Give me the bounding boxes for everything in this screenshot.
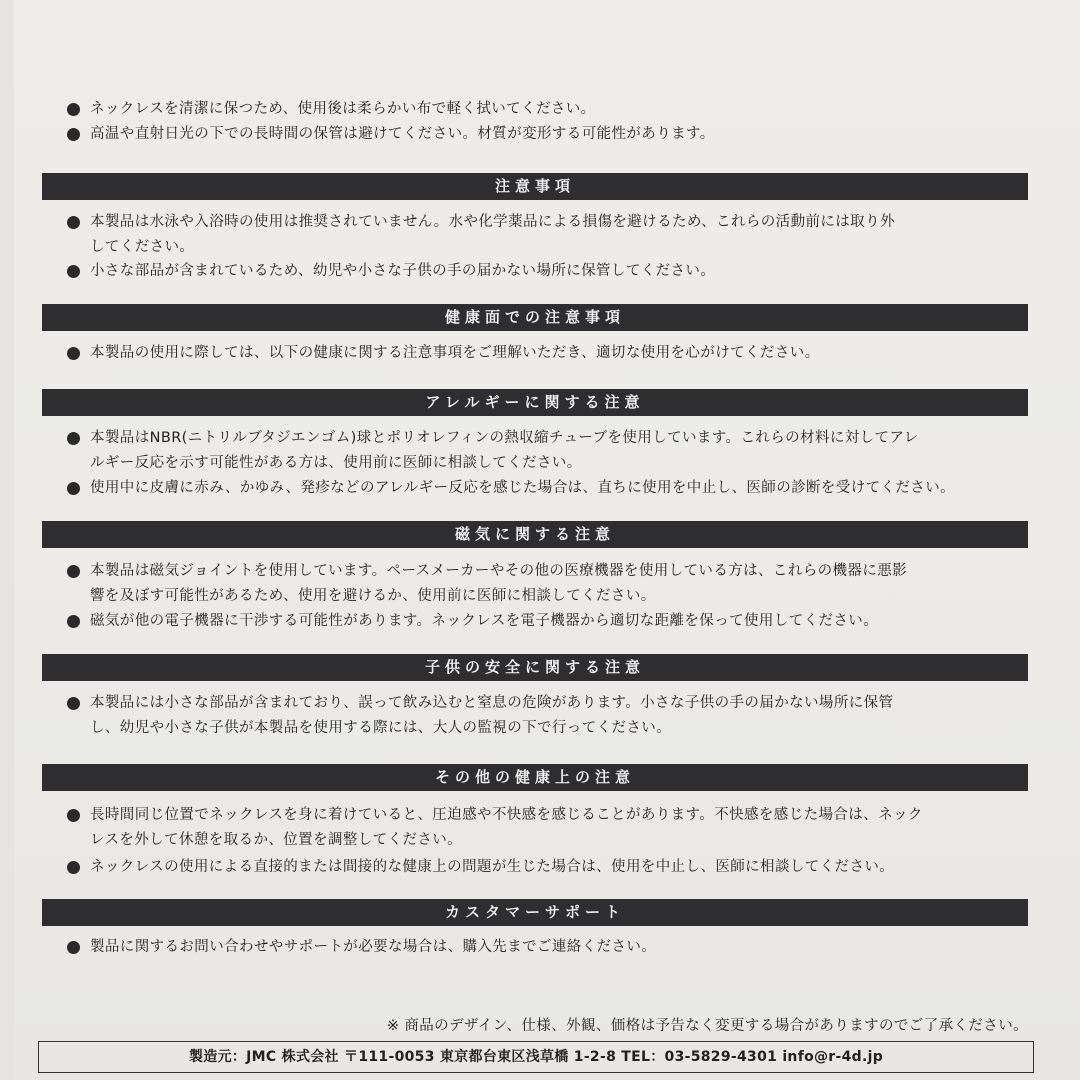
bullet-text: 本製品には小さな部品が含まれており、誤って飲み込むと窒息の危険があります。小さな子供の手の届かない場所に保管 — [90, 695, 894, 711]
bullet-text: 響を及ぼす可能性があるため、使用を避けるか、使用前に医師に相談してください。 — [90, 588, 656, 604]
child-safety-bullet — [64, 691, 1022, 741]
bullet-icon — [67, 809, 80, 822]
section-heading-other-health: その他の健康上の注意 — [42, 764, 1028, 791]
bullet-icon — [67, 347, 80, 360]
bullet-text: レスを外して休憩を取るか、位置を調整してください。 — [90, 832, 463, 848]
caution-bullet — [64, 210, 1022, 260]
section-heading-caution: 注意事項 — [42, 173, 1028, 200]
bullet-text: 磁気が他の電子機器に干渉する可能性があります。ネックレスを電子機器から適切な距離を保って使用してください。 — [90, 613, 879, 629]
bullet-icon — [67, 941, 80, 954]
section-heading-allergy: アレルギーに関する注意 — [42, 389, 1028, 416]
bullet-icon — [67, 265, 80, 278]
other-health-bullet — [64, 803, 1022, 853]
intro-bullet — [64, 122, 1022, 147]
bullet-text: ネックレスの使用による直接的または間接的な健康上の問題が生じた場合は、使用を中止し、医師に相談してください。 — [90, 859, 895, 875]
bullet-text: 本製品はNBR(ニトリルブタジエンゴム)球とポリオレフィンの熱収縮チューブを使用しています。これらの材料に対してアレ — [90, 430, 919, 446]
health-bullet — [64, 341, 1022, 366]
section-heading-health: 健康面での注意事項 — [42, 304, 1028, 331]
manual-page — [14, 0, 1080, 1080]
bullet-icon — [67, 615, 80, 628]
bullet-text: 本製品は水泳や入浴時の使用は推奨されていません。水や化学薬品による損傷を避けるため、これらの活動前には取り外 — [90, 214, 895, 230]
allergy-bullet — [64, 426, 1022, 476]
bullet-text: ルギー反応を示す可能性がある方は、使用前に医師に相談してください。 — [90, 455, 582, 471]
section-heading-support: カスタマーサポート — [42, 899, 1028, 926]
section-heading-magnet: 磁気に関する注意 — [42, 521, 1028, 548]
support-bullet — [64, 935, 1022, 960]
manufacturer-footer: 製造元：JMC 株式会社 〒111-0053 東京都台東区浅草橋 1-2-8 TEL：03-5829-4301 info@r-4d.jp — [38, 1041, 1034, 1073]
magnet-bullet — [64, 559, 1022, 609]
bullet-icon — [67, 432, 80, 445]
allergy-bullet — [64, 476, 1022, 501]
intro-bullet — [64, 97, 1022, 122]
bullet-icon — [67, 482, 80, 495]
bullet-icon — [67, 103, 80, 116]
bullet-text: 本製品は磁気ジョイントを使用しています。ペースメーカーやその他の医療機器を使用している方は、これらの機器に悪影 — [90, 563, 908, 579]
bullet-icon — [67, 565, 80, 578]
bullet-icon — [67, 861, 80, 874]
bullet-icon — [67, 697, 80, 710]
bullet-text: 製品に関するお問い合わせやサポートが必要な場合は、購入先までご連絡ください。 — [90, 939, 657, 955]
bullet-text: 長時間同じ位置でネックレスを身に着けていると、圧迫感や不快感を感じることがあります。不快感を感じた場合は、ネック — [90, 807, 923, 823]
bullet-icon — [67, 128, 80, 141]
bullet-text: し、幼児や小さな子供が本製品を使用する際には、大人の監視の下で行ってください。 — [90, 720, 672, 736]
bullet-text: ネックレスを清潔に保つため、使用後は柔らかい布で軽く拭いてください。 — [90, 101, 596, 117]
section-heading-child-safety: 子供の安全に関する注意 — [42, 654, 1028, 681]
bullet-text: 高温や直射日光の下での長時間の保管は避けてください。材質が変形する可能性があります。 — [90, 126, 715, 142]
bullet-icon — [67, 216, 80, 229]
caution-bullet — [64, 259, 1022, 284]
bullet-text: 小さな部品が含まれているため、幼児や小さな子供の手の届かない場所に保管してください。 — [90, 263, 716, 279]
magnet-bullet — [64, 609, 1022, 634]
other-health-bullet — [64, 855, 1022, 880]
bullet-text: 本製品の使用に際しては、以下の健康に関する注意事項をご理解いただき、適切な使用を心がけてください。 — [90, 345, 820, 361]
bullet-text: してください。 — [90, 239, 195, 255]
disclaimer-note: ※ 商品のデザイン、仕様、外観、価格は予告なく変更する場合がありますのでご了承ください。 — [386, 1018, 1028, 1034]
bullet-text: 使用中に皮膚に赤み、かゆみ、発疹などのアレルギー反応を感じた場合は、直ちに使用を中止し、医師の診断を受けてください。 — [90, 480, 955, 496]
